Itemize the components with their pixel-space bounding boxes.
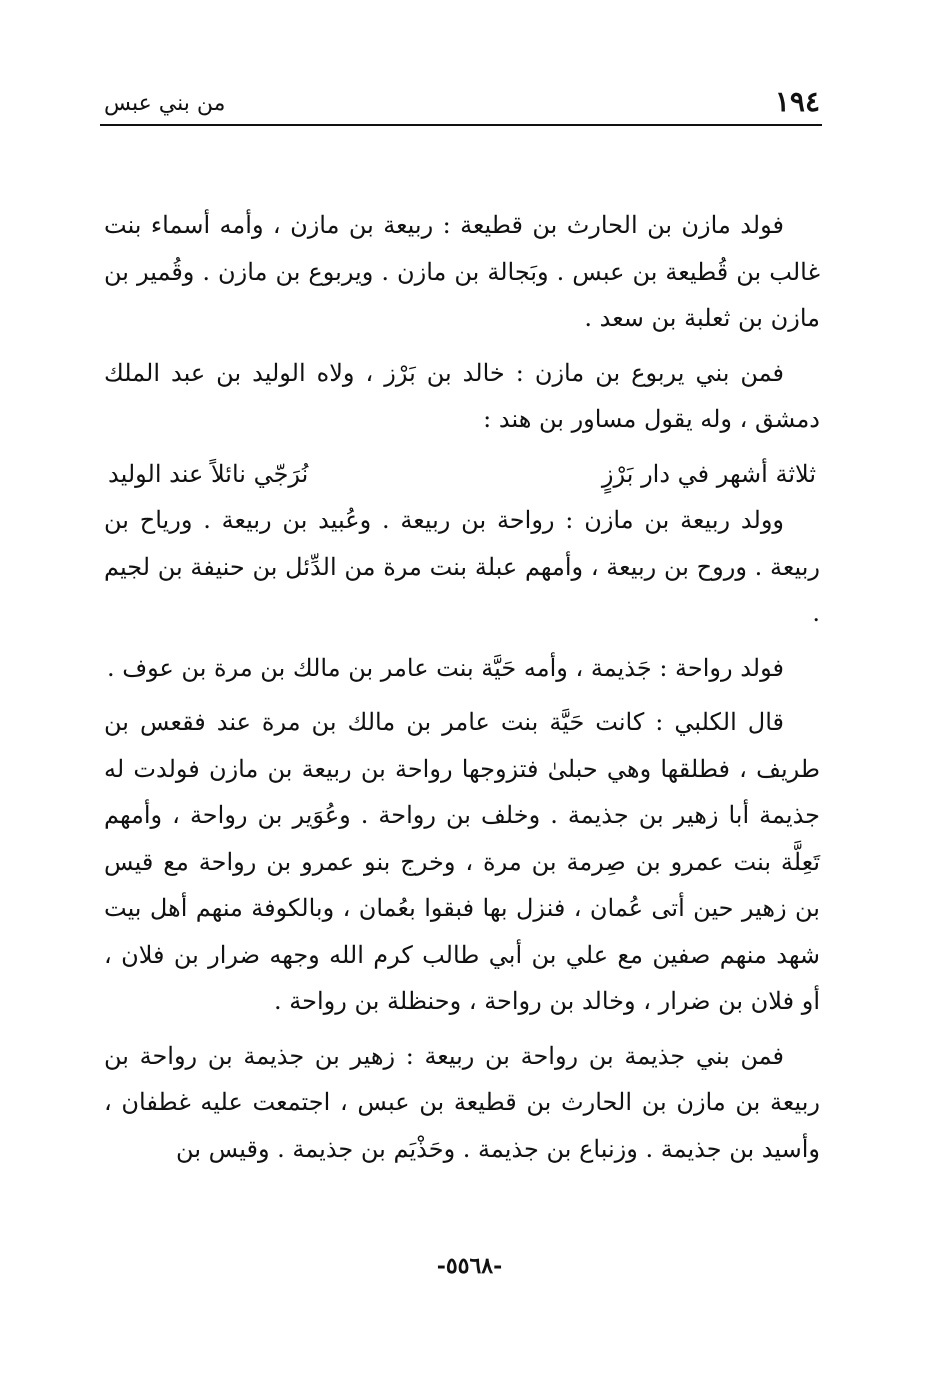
page-number: ١٩٤ (774, 85, 820, 118)
paragraph-yarbu-sons: فمن بني يربوع بن مازن : خالد بن بَرْز ، ولاه الوليد بن عبد الملك دمشق ، وله يقول مساور بن هند : (104, 358, 820, 433)
poem-verse (108, 451, 816, 498)
page-header (100, 82, 820, 126)
paragraph-rawaha-sons: فولد رواحة : جَذيمة ، وأمه حَيَّة بنت عامر بن مالك بن مرة بن عوف . (106, 653, 784, 682)
verse-hemistich-first: ثلاثة أشهر في دار بَرْزٍ (601, 459, 816, 488)
paragraph-rabia-sons: وولد ربيعة بن مازن : رواحة بن ربيعة . وعُبيد بن ربيعة . ورياح بن ربيعة . وروح بن ربيعة ، وأمهم عبلة بنت مرة من الدِّئل بن حنيفة بن لجيم . (104, 506, 820, 627)
paragraph-kalbi-report: قال الكلبي : كانت حَيَّة بنت عامر بن مالك بن مرة عند فقعس بن طريف ، فطلقها وهي حبلىٰ فتزوجها رواحة بن ربيعة بن مازن فولدت له جذيمة أبا زهير بن جذيمة . وخلف بن رواحة . وعُوَير بن رواحة ، وأمهم تَعِلَّة بنت عمرو بن صِرمة بن مرة ، وخرج بنو عمرو بن رواحة مع قيس بن زهير حين أتى عُمان ، فنزل بها فبقوا بعُمان ، وبالكوفة منهم أهل بيت شهد منهم صفين مع علي بن أبي طالب كرم الله وجهه ضرار بن فلان ، أو فلان بن ضرار ، وخالد بن رواحة ، وحنظلة بن رواحة . (104, 708, 820, 1015)
volume-page-number: -٥٥٦٨- (436, 1253, 503, 1279)
header-rule (100, 124, 822, 126)
paragraph-mazin-sons: فولد مازن بن الحارث بن قطيعة : ربيعة بن مازن ، وأمه أسماء بنت غالب بن قُطيعة بن عبس . وبَجالة بن مازن . ويربوع بن مازن . وقُمير بن مازن بن ثعلبة بن سعد . (104, 211, 820, 332)
verse-hemistich-second: نُرَجّي نائلاً عند الوليد (108, 459, 309, 488)
running-title: من بني عبس (104, 91, 226, 116)
paragraph-jadhima-sons: فمن بني جذيمة بن رواحة بن ربيعة : زهير بن جذيمة بن رواحة بن ربيعة بن مازن بن الحارث بن قطيعة بن عبس ، اجتمعت عليه غطفان ، وأسيد بن جذيمة . وزنباع بن جذيمة . وحَذْيَم بن جذيمة . وقيس بن (104, 1041, 820, 1163)
body-text (104, 202, 820, 1180)
